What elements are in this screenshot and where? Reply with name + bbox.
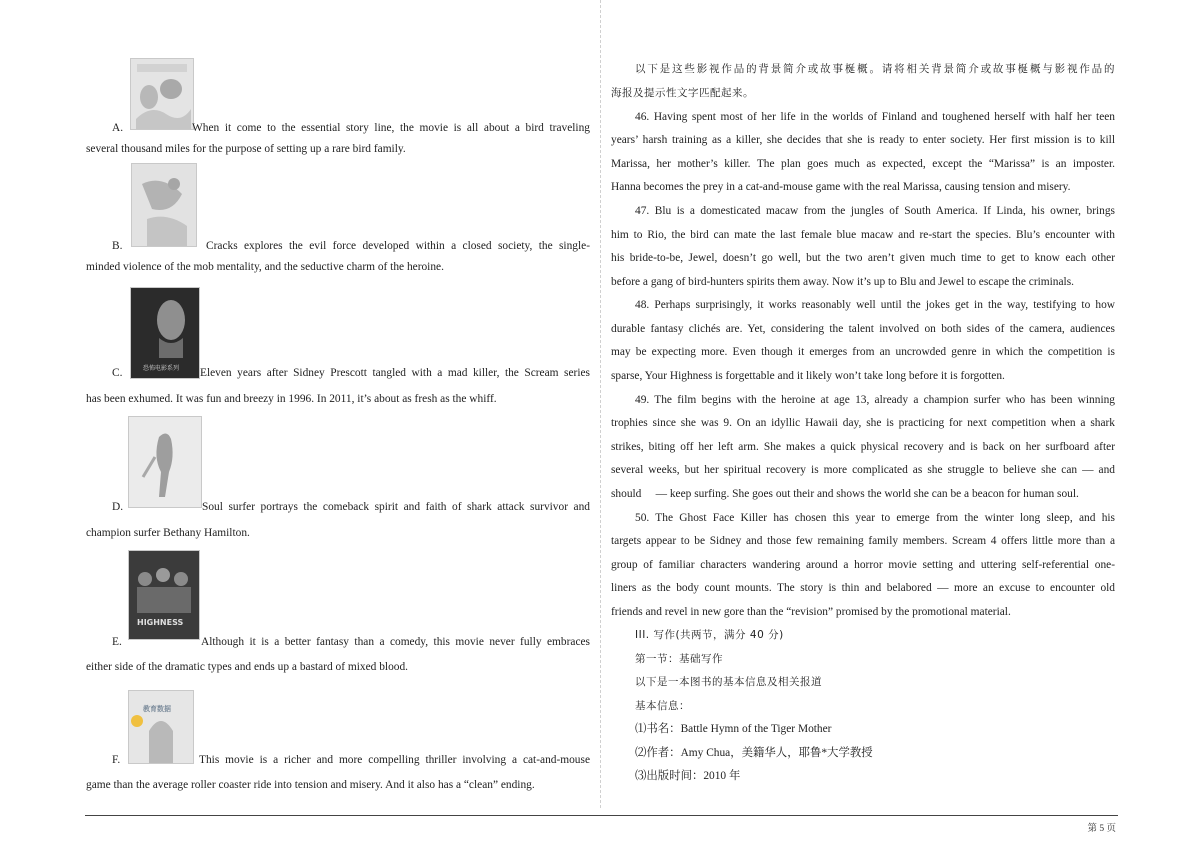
option-a-letter: A.	[112, 122, 124, 134]
option-d-line-2: champion surfer Bethany Hamilton.	[86, 527, 250, 539]
book-published-line: ⑶出版时间：2010 年	[635, 770, 741, 782]
q50-line-3: group of familiar characters wandering around a horror movie setting and uttering self-referential one-	[611, 559, 1115, 571]
q50-line-1: 50. The Ghost Face Killer has chosen this year to emerge from the winter long sleep, and his	[635, 512, 1115, 524]
poster-c-caption: 恐怖电影系列	[143, 365, 180, 372]
q48-line-3: may be expecting more. Even though it emerges from an uncrowded genre in which the competition is	[611, 346, 1115, 358]
q49-line-4: several weeks, but her spiritual recovery is more complicated as she struggle to believe she can — and	[611, 464, 1115, 476]
option-f-line-2: game than the average roller coaster ride into tension and misery. And it also has a “clean” ending.	[86, 779, 535, 791]
poster-f-logo: 教育数据	[143, 705, 171, 713]
poster-e-image	[128, 550, 200, 640]
option-e-letter: E.	[112, 636, 122, 648]
instructions-line-1: 以下是这些影视作品的背景简介或故事梴概。请将相关背景简介或故事梴概与影视作品的	[635, 63, 1115, 75]
q50-line-4: liners as the body count mounts. The story is thin and belabored — more an excuse to encounter old	[611, 582, 1115, 594]
option-f-letter: F.	[112, 754, 121, 766]
option-a-line-1: When it come to the essential story line, the movie is all about a bird traveling	[192, 122, 590, 134]
page-number: 第 5 页	[1087, 824, 1116, 834]
poster-c-image	[130, 287, 200, 379]
column-divider	[600, 0, 601, 808]
q46-line-3: Marissa, her mother’s killer. The plan goes much as expected, except the “Marissa” is an imposter.	[611, 158, 1115, 170]
section-iii-heading: III. 写作(共两节，满分 40 分)	[635, 629, 784, 641]
q47-line-3: his bride-to-be, Jewel, doesn’t go well, but the two aren’t given much time to get to know each other	[611, 252, 1115, 264]
poster-e-title: HIGHNESS	[137, 618, 184, 627]
q46-line-4: Hanna becomes the prey in a cat-and-mouse game with the real Marissa, causing tension and misery.	[611, 181, 1071, 193]
option-c-line-1: Eleven years after Sidney Prescott tangled with a mad killer, the Scream series	[200, 367, 590, 379]
book-author-line: ⑵作者：Amy Chua，美籍华人，耶鲁*大学教授	[635, 747, 873, 759]
instructions-line-2: 海报及提示性文字匹配起来。	[611, 87, 754, 99]
option-d-line-1: Soul surfer portrays the comeback spirit and faith of shark attack survivor and	[202, 501, 590, 513]
q47-line-2: him to Rio, the bird can mate the last female blue macaw and re-start the species. Blu’s encounter with	[611, 229, 1115, 241]
q48-line-4: sparse, Your Highness is forgettable and it likely won’t take long before it is forgotten.	[611, 370, 1005, 382]
q50-line-2: targets appear to be Sidney and those few remaining family members. Scream 4 offers little more than a	[611, 535, 1115, 547]
book-title-line: ⑴书名：Battle Hymn of the Tiger Mother	[635, 723, 832, 735]
q49-line-2: trophies since she was 9. On an idyllic Hawaii day, she is practicing for next competition when a shark	[611, 417, 1115, 429]
q47-line-1: 47. Blu is a domesticated macaw from the jungles of South America. If Linda, his owner, brings	[635, 205, 1115, 217]
q47-line-4: before a gang of bird-hunters spirits them away. Now it’s up to Blu and Jewel to escape the criminals.	[611, 276, 1074, 288]
poster-b-image	[131, 163, 197, 247]
option-e-line-2: either side of the dramatic types and ends up a bastard of mixed blood.	[86, 661, 409, 673]
option-e-line-1: Although it is a better fantasy than a comedy, this movie never fully embraces	[201, 636, 590, 648]
poster-a-image	[130, 58, 194, 130]
q49-line-5: should — keep surfing. She goes out their and shows the world she can be a beacon for human soul.	[611, 488, 1079, 500]
option-c-letter: C.	[112, 367, 123, 379]
q46-line-2: years’ harsh training as a killer, she decides that she is ready to enter society. Her first mission is to kill	[611, 134, 1115, 146]
basic-info-label: 基本信息：	[635, 700, 690, 712]
option-b-line-1: Cracks explores the evil force developed within a closed society, the single-	[206, 240, 590, 252]
poster-d-image	[128, 416, 202, 508]
q49-line-3: strikes, biting off her left arm. She makes a quick physical recovery and is back on her surfboard after	[611, 441, 1115, 453]
q48-line-2: durable fantasy clichés are. Yet, considering the talent involved on both sides of the camera, audiences	[611, 323, 1115, 335]
option-b-letter: B.	[112, 240, 123, 252]
q50-line-5: friends and revel in new gore than the “revision” promised by the promotional material.	[611, 606, 1011, 618]
section-1-heading: 第一节：基础写作	[635, 653, 723, 665]
poster-f-image	[128, 690, 194, 764]
footer-rule	[85, 815, 1118, 816]
q48-line-1: 48. Perhaps surprisingly, it works reasonably well until the jokes get in the way, testifying to how	[635, 299, 1115, 311]
option-c-line-2: has been exhumed. It was fun and breezy in 1996. In 2011, it’s about as fresh as the whiff.	[86, 393, 497, 405]
option-b-line-2: minded violence of the mob mentality, and the seductive charm of the heroine.	[86, 261, 444, 273]
option-d-letter: D.	[112, 501, 124, 513]
q46-line-1: 46. Having spent most of her life in the worlds of Finland and toughened herself with half her teen	[635, 111, 1115, 123]
option-a-line-2: several thousand miles for the purpose of setting up a rare bird family.	[86, 143, 406, 155]
q49-line-1: 49. The film begins with the heroine at age 13, already a champion surfer who has been winning	[635, 394, 1115, 406]
book-intro-line: 以下是一本图书的基本信息及相关报道	[635, 676, 822, 688]
option-f-line-1: This movie is a richer and more compelling thriller involving a cat-and-mouse	[199, 754, 590, 766]
